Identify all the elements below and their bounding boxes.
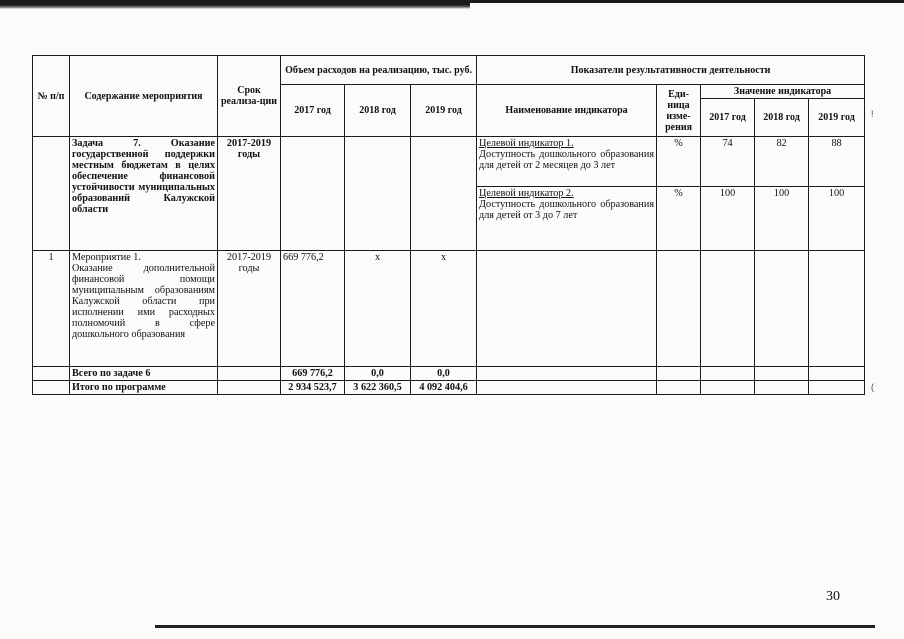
task-row <box>33 137 865 187</box>
header-content: Содержание мероприятия <box>70 56 218 137</box>
header-year-2019: 2019 год <box>411 85 477 137</box>
task-content: Задача 7. Оказание государственной поддержки местным бюджетам в целях обеспечение финансовой устойчивости муниципальных образований Калужской области <box>70 137 218 251</box>
indicator-2-2018: 100 <box>755 187 809 251</box>
activity-num: 1 <box>33 251 70 367</box>
header-ind-2017: 2017 год <box>701 99 755 137</box>
indicator-2-title: Целевой индикатор 2. <box>479 188 574 199</box>
total-program-2019: 4 092 404,6 <box>411 381 477 395</box>
activity-ind-2017 <box>701 251 755 367</box>
header-year-2017: 2017 год <box>281 85 345 137</box>
indicator-1-name: Доступность дошкольного образования для детей от 2 месяцев до 3 лет <box>479 149 655 171</box>
activity-2019: х <box>411 251 477 367</box>
activity-2018: х <box>345 251 411 367</box>
total-task-row <box>33 367 865 381</box>
task-2019 <box>411 137 477 251</box>
header-term: Срок реализа-ции <box>218 56 281 137</box>
header-unit: Еди-ница изме-рения <box>657 85 701 137</box>
indicator-2-unit: % <box>657 187 701 251</box>
indicator-1-unit: % <box>657 137 701 187</box>
header-indicators-group: Показатели результативности деятельности <box>477 56 865 85</box>
task-num <box>33 137 70 251</box>
scan-speck: ! <box>871 109 874 119</box>
total-program-row <box>33 381 865 395</box>
total-program-2017: 2 934 523,7 <box>281 381 345 395</box>
header-expenses-group: Объем расходов на реализацию, тыс. руб. <box>281 56 477 85</box>
indicator-1-2018: 82 <box>755 137 809 187</box>
header-ind-2019: 2019 год <box>809 99 865 137</box>
scan-edge-top-gap <box>470 3 904 11</box>
activity-row <box>33 251 865 367</box>
task-2017 <box>281 137 345 251</box>
total-task-2017: 669 776,2 <box>281 367 345 381</box>
page-number: 30 <box>826 589 840 604</box>
total-task-label: Всего по задаче 6 <box>70 367 218 381</box>
activity-cell <box>70 251 218 367</box>
indicator-1-2017: 74 <box>701 137 755 187</box>
indicator-1-2019: 88 <box>809 137 865 187</box>
activity-ind-2018 <box>755 251 809 367</box>
activity-title: Мероприятие 1. <box>72 252 141 263</box>
header-indicator-values: Значение индикатора <box>701 85 865 99</box>
activity-unit <box>657 251 701 367</box>
total-program-2018: 3 622 360,5 <box>345 381 411 395</box>
activity-content: Оказание дополнительной финансовой помощи муниципальным образованиям Калужской области при исполнении ими расходных полномочий в сфере дошкольного образования <box>72 263 215 340</box>
header-num: № п/п <box>33 56 70 137</box>
header-indicator-name: Наименование индикатора <box>477 85 657 137</box>
activity-indicator <box>477 251 657 367</box>
total-program-label: Итого по программе <box>70 381 218 395</box>
indicator-1-cell <box>477 137 657 187</box>
total-task-2018: 0,0 <box>345 367 411 381</box>
header-year-2018: 2018 год <box>345 85 411 137</box>
indicator-2-2019: 100 <box>809 187 865 251</box>
total-task-2019: 0,0 <box>411 367 477 381</box>
scan-edge-bottom <box>155 625 875 628</box>
program-table <box>32 55 865 395</box>
indicator-2-cell <box>477 187 657 251</box>
activity-ind-2019 <box>809 251 865 367</box>
task-2018 <box>345 137 411 251</box>
indicator-1-title: Целевой индикатор 1. <box>479 138 574 149</box>
indicator-2-2017: 100 <box>701 187 755 251</box>
task-term: 2017-2019 годы <box>218 137 281 251</box>
indicator-2-name: Доступность дошкольного образования для детей от 3 до 7 лет <box>479 199 655 221</box>
scan-speck: ( <box>871 382 874 392</box>
activity-2017: 669 776,2 <box>281 251 345 367</box>
header-ind-2018: 2018 год <box>755 99 809 137</box>
activity-term: 2017-2019 годы <box>218 251 281 367</box>
